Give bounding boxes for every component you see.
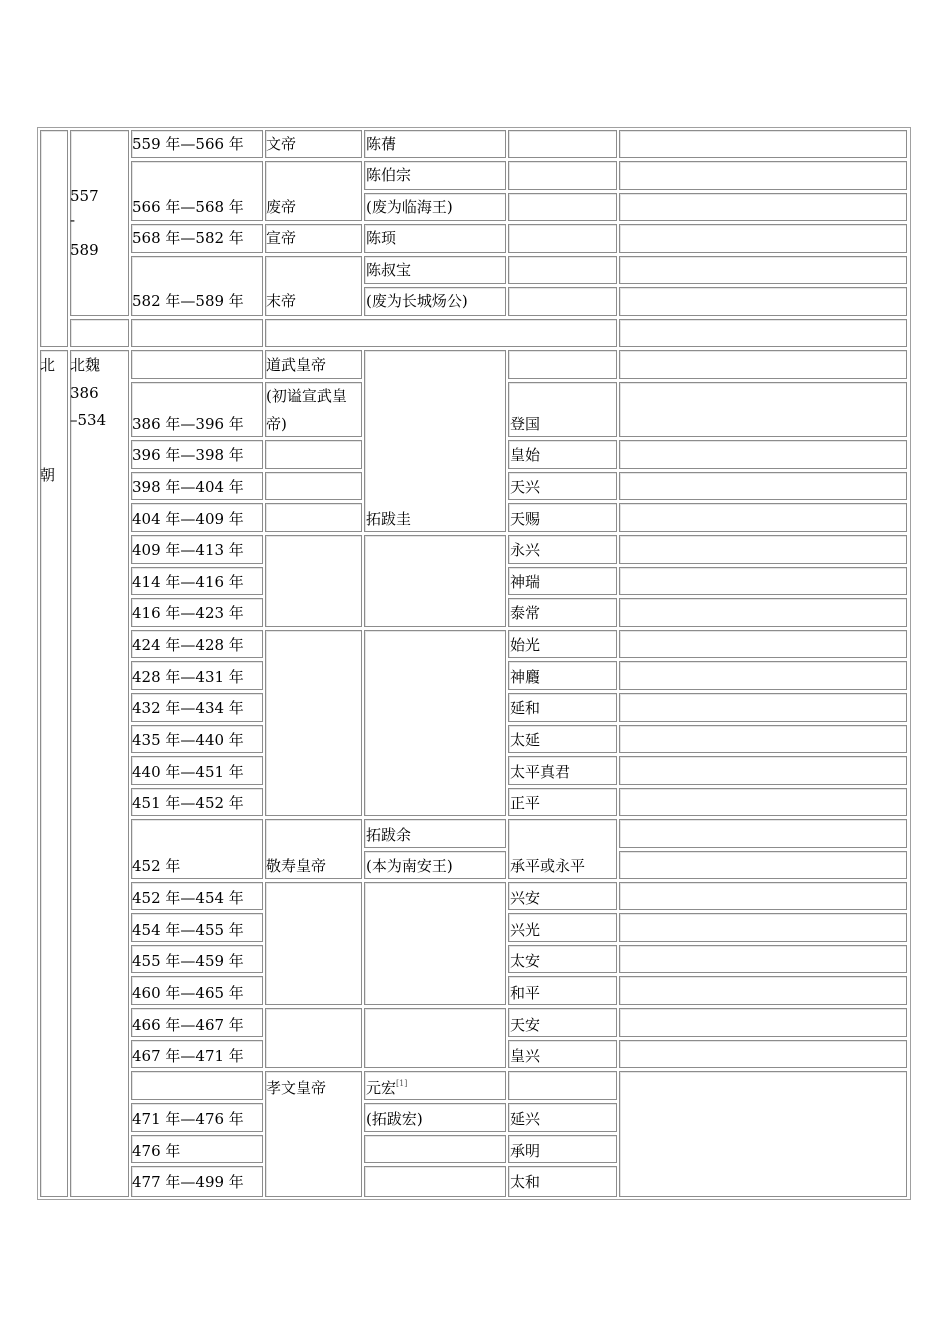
table-cell [265,319,617,347]
era-years: 432 年—434 年 [132,699,244,717]
table-cell [508,193,617,221]
era-years: 409 年—413 年 [132,541,244,559]
reign-years: 582 年—589 年 [132,292,244,310]
table-cell [619,440,907,469]
era-name: 神麚 [510,668,541,686]
table-cell [265,1008,362,1068]
era-years: 386 年—396 年 [132,415,244,433]
table-cell [619,819,907,848]
era-name: 延兴 [510,1110,541,1128]
era-name: 登国 [510,415,541,433]
era-years: 460 年—465 年 [132,984,244,1002]
table-cell [619,319,907,347]
era-name: 天赐 [510,510,541,528]
chen-dynasty-dash: - [70,211,76,229]
reign-title: 末帝 [266,292,297,310]
era-years: 396 年—398 年 [132,446,244,464]
table-cell [619,503,907,532]
era-name: 泰常 [510,604,541,622]
table-cell [265,440,362,469]
table-cell [364,1135,506,1163]
emperor-note: (拓跋宏) [366,1110,423,1128]
era-name: 天安 [510,1016,541,1034]
dynasty-start: 386 [70,384,99,402]
table-cell [508,256,617,284]
table-cell [364,1166,506,1197]
era-years: 428 年—431 年 [132,668,244,686]
era-name: 兴安 [510,889,541,907]
era-name: 兴光 [510,921,541,939]
table-cell [70,350,129,1197]
era-name: 正平 [510,794,541,812]
reign-name: 陈伯宗 [366,166,412,184]
table-cell [619,913,907,942]
table-cell [619,567,907,595]
era-name: 承平或永平 [510,857,586,875]
emperor-title-note: 帝) [266,415,287,433]
era-name: 延和 [510,699,541,717]
table-cell [619,535,907,564]
reign-title: 宣帝 [266,229,297,247]
table-cell [364,535,506,627]
table-cell [131,1071,263,1100]
reign-name: 陈顼 [366,229,397,247]
era-years: 440 年—451 年 [132,763,244,781]
era-name: 和平 [510,984,541,1002]
table-cell [619,224,907,253]
era-name: 太安 [510,952,541,970]
table-cell [619,193,907,221]
chen-dynasty-start: 557 [70,187,99,205]
era-years: 398 年—404 年 [132,478,244,496]
reign-years: 559 年—566 年 [132,135,244,153]
table-cell [619,1040,907,1068]
emperor-title-note: (初谥宣武皇 [266,387,347,405]
table-cell [619,130,907,158]
era-years: 476 年 [132,1142,181,1160]
era-name: 神瑞 [510,573,541,591]
era-name: 天兴 [510,478,541,496]
emperor-title: 孝文皇帝 [266,1079,327,1097]
era-years: 424 年—428 年 [132,636,244,654]
era-years: 454 年—455 年 [132,921,244,939]
table-cell [265,535,362,627]
table-cell [265,472,362,500]
era-name: 太延 [510,731,541,749]
table-cell [619,1008,907,1037]
era-years: 455 年—459 年 [132,952,244,970]
reign-title: 废帝 [266,198,297,216]
table-cell [619,1071,907,1197]
table-cell [508,224,617,253]
table-cell [364,1008,506,1068]
table-cell [131,319,263,347]
table-cell [40,130,68,347]
era-years: 435 年—440 年 [132,731,244,749]
reign-note: (废为长城炀公) [366,292,468,310]
table-cell [508,1071,617,1100]
table-cell [364,350,506,532]
table-cell [619,976,907,1005]
reign-years: 568 年—582 年 [132,229,244,247]
period-char: 朝 [40,466,56,484]
table-cell [619,630,907,658]
emperor-name: 拓跋圭 [366,510,412,528]
table-cell [364,882,506,1005]
table-cell [619,382,907,437]
table-cell [619,598,907,627]
period-char: 北 [40,356,56,374]
emperor-name [366,1080,407,1096]
table-cell [508,161,617,190]
era-years: 471 年—476 年 [132,1110,244,1128]
table-cell [619,287,907,316]
table-cell [619,161,907,190]
table-cell [619,756,907,785]
table-cell [619,851,907,879]
table-cell [265,503,362,532]
table-cell [619,661,907,690]
reign-years: 566 年—568 年 [132,198,244,216]
reign-name: 陈蒨 [366,135,397,153]
table-cell [619,350,907,379]
era-years: 414 年—416 年 [132,573,244,591]
era-name: 承明 [510,1142,541,1160]
table-cell [508,130,617,158]
emperor-title: 敬寿皇帝 [266,857,327,875]
era-name: 皇兴 [510,1047,541,1065]
table-cell [131,350,263,379]
era-name: 始光 [510,636,541,654]
era-years: 467 年—471 年 [132,1047,244,1065]
table-cell [265,630,362,816]
era-name: 太平真君 [510,763,571,781]
table-cell [508,350,617,379]
era-years: 452 年 [132,857,181,875]
emperor-title: 道武皇帝 [266,356,327,374]
era-name: 永兴 [510,541,541,559]
dynasty-end: –534 [70,411,107,429]
era-years: 452 年—454 年 [132,889,244,907]
emperor-note: (本为南安王) [366,857,453,875]
dynasty-name: 北魏 [70,356,101,374]
era-years: 404 年—409 年 [132,510,244,528]
table-cell [619,882,907,910]
era-name: 太和 [510,1173,541,1191]
table-cell [619,788,907,816]
reign-title: 文帝 [266,135,297,153]
table-cell [619,693,907,722]
table-cell [619,256,907,284]
era-years: 416 年—423 年 [132,604,244,622]
table-cell [619,725,907,753]
table-cell [70,319,129,347]
table-cell [619,472,907,500]
emperor-name-text: 元宏 [366,1079,397,1097]
chen-dynasty-end: 589 [70,241,99,259]
era-years: 466 年—467 年 [132,1016,244,1034]
era-years: 477 年—499 年 [132,1173,244,1191]
table-cell [364,630,506,816]
table-cell [70,130,129,316]
table-cell [619,945,907,973]
era-name: 皇始 [510,446,541,464]
reign-name: 陈叔宝 [366,261,412,279]
table-cell [265,882,362,1005]
emperor-name: 拓跋余 [366,826,412,844]
table-cell [508,287,617,316]
footnote-link[interactable]: [1] [396,1079,408,1088]
era-years: 451 年—452 年 [132,794,244,812]
reign-note: (废为临海王) [366,198,453,216]
